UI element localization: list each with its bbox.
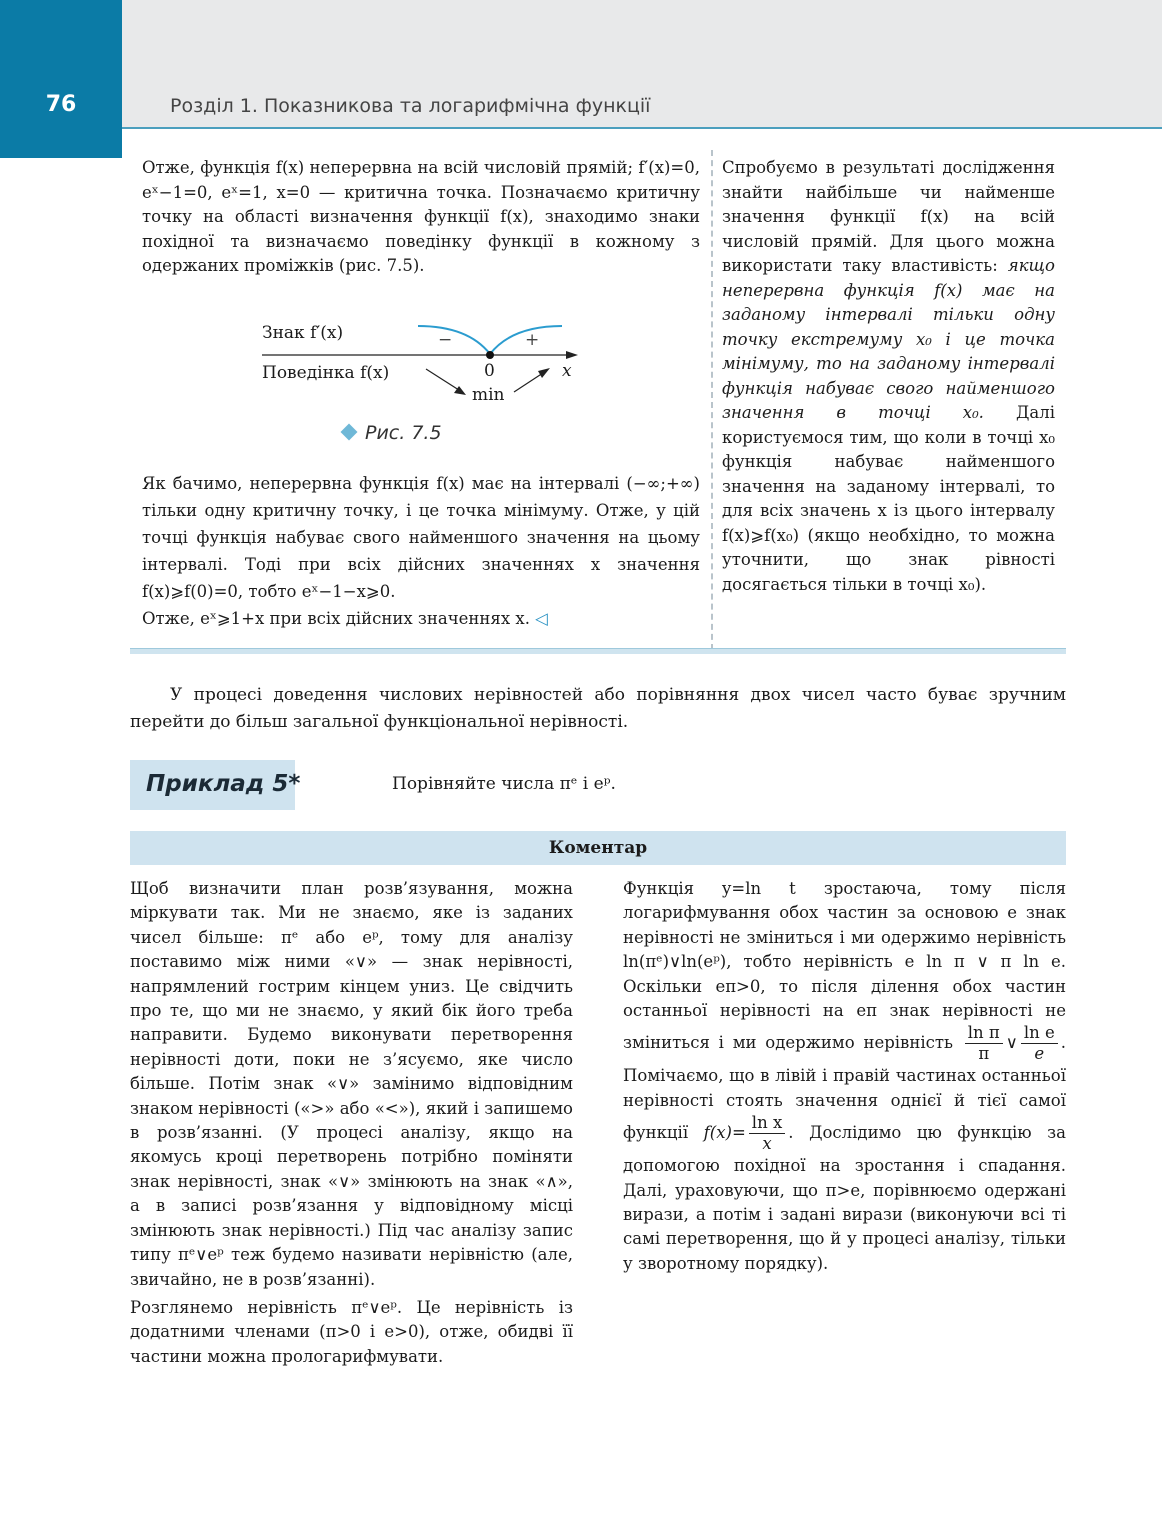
example-label: Приклад 5* [146, 771, 301, 797]
commentary-column-2 [623, 877, 1066, 1276]
commentary-paragraph-3: Функція y=ln t зростаюча, тому після логарифмування обох частин за основою e знак нерівності не зміниться і ми одержимо нерівність ln(πᵉ)∨ln(eᵖ), тобто нерівність e ln π ∨ π ln e. Оскільки eπ>0, то після ділення обох частин останньої нерівності на eπ знак нерівності не зміниться і ми одержимо нерівність $\frac{\text{ln π}}{\pi}$ ∨ $\frac{\text{ln e}}{e}$ . Помічаємо, що в лівій і правій частинах останньої нерівності стоять значення однієї й тієї самої функції f(x)= $\frac{\text{ln x}}{x}$ . Дослідимо цю функцію за допомогою похідної на зростання і спадання. Далі, ураховуючи, що π>e, порівнюємо одержані вирази, а потім і задані вирази (виконуючи всі ті самі перетворення, що й у процесі аналізу, тільки у зворотному порядку). [623, 879, 1066, 1273]
critical-point-dot [486, 351, 494, 359]
fraction-ln-e: $\frac{\text{ln e}}{e}$ [1021, 1023, 1058, 1064]
page-number: 76 [45, 92, 77, 117]
left-paragraph-2: Як бачимо, неперервна функція f(x) має на інтервалі (−∞;+∞) тільки одну критичну точку, і це точка мінімуму. Отже, у цій точці функція набуває свого найменшого значення на цьому інтервалі. Тоді при всіх дійсних значеннях x значення f(x)⩾f(0)=0, тобто eˣ−1−x⩾0. [142, 474, 700, 601]
left-paragraph-3: Отже, eˣ⩾1+x при всіх дійсних значеннях x. ◁ [142, 609, 548, 628]
section-rule [130, 648, 1066, 654]
diamond-icon [341, 424, 358, 441]
section-title: Розділ 1. Показникова та логарифмічна функції [170, 95, 651, 117]
commentary-column-1 [130, 877, 573, 1369]
fraction-ln-pi: $\frac{\text{ln π}}{\pi}$ [965, 1023, 1003, 1064]
commentary-paragraph-1: Щоб визначити план розв’язування, можна міркувати так. Ми не знаємо, яке із заданих чисел більше: πᵉ або eᵖ, тому для аналізу поставимо між ними «∨» — знак нерівності, напрямлений гострим кінцем униз. Це свідчить про те, що ми не знаємо, у який бік його треба направити. Будемо виконувати перетворення нерівності доти, поки не з’ясуємо, яке число більше. Потім знак «∨» замінимо відповідним знаком нерівності («>» або «<»), який і запишемо в розв’язанні. (У процесі аналізу, якщо на якомусь кроці перетворень потрібно поміняти знак нерівності, знак «∨» змінюють на знак «∧», а в записі розв’язання у відповідному місці змінюють знак нерівності.) Під час аналізу запис типу πᵉ∨eᵖ теж будемо називати нерівністю (але, звичайно, не в розв’язанні). [130, 879, 573, 1289]
decreasing-curve [418, 326, 490, 354]
intro-paragraph: У процесі доведення числових нерівностей або порівняння двох чисел часто буває зручним перейти до більш загальної функціональної нерівності. [130, 685, 1066, 732]
zero-label: 0 [484, 361, 495, 381]
left-text-block-2 [142, 470, 700, 632]
side-note-italic: якщо неперервна функція f(x) має на заданому інтервалі тільки одну точку екстремуму x₀ і це точка мінімуму, то на заданому інтервалі функція набуває свого найменшого значення в точці x₀. [722, 256, 1055, 422]
sign-label: Знак f′(x) [262, 323, 344, 343]
left-text-block [142, 156, 700, 279]
commentary-paragraph-2: Розглянемо нерівність πᵉ∨eᵖ. Це нерівність із додатними членами (π>0 і e>0), отже, обидві її частини можна прологарифмувати. [130, 1297, 573, 1366]
side-note [722, 156, 1055, 597]
example-task: Порівняйте числа πᵉ і eᵖ. [392, 774, 616, 794]
figure-caption [343, 422, 442, 444]
x-label: x [562, 361, 572, 381]
side-note-text: Спробуємо в результаті дослідження знайти найбільше чи найменше значення функції f(x) на всій числовій прямій. Для цього можна використати таку властивість: якщо неперервна функція f(x) має на заданому інтервалі тільки одну точку екстремуму x₀ і це точка мінімуму, то на заданому інтервалі функція набуває свого найменшого значення в точці x₀. Далі користуємося тим, що коли в точці x₀ функція набуває найменшого значення на заданому інтервалі, то для всіх значень x із цього інтервалу f(x)⩾f(x₀) (якщо необхідно, то можна уточнити, що знак рівності досягається тільки в точці x₀). [722, 158, 1055, 594]
page-number-tab [0, 0, 122, 158]
side-note-tail: Далі користуємося тим, що коли в точці x₀ функція набуває найменшого значення на заданому інтервалі, то для всіх значень x із цього інтервалу f(x)⩾f(x₀) (якщо необхідно, то можна уточнити, що знак рівності досягається тільки в точці x₀). [722, 403, 1055, 594]
figure-caption-text: Рис. 7.5 [365, 422, 442, 444]
minus-sign: − [438, 330, 453, 350]
left-paragraph-1: Отже, функція f(x) неперервна на всій числовій прямій; f′(x)=0, eˣ−1=0, eˣ=1, x=0 — критична точка. Позначаємо критичну точку на області визначення функції f(x), знаходимо знаки похідної та визначаємо поведінку функції в кожному з одержаних проміжків (рис. 7.5). [142, 158, 700, 275]
figure-7-5 [240, 318, 600, 438]
min-label: min [472, 385, 505, 405]
end-proof-icon: ◁ [535, 609, 548, 628]
down-arrow [426, 369, 462, 392]
commentary-header: Коментар [130, 831, 1066, 865]
plus-sign: + [525, 330, 540, 350]
axis-arrow [566, 351, 578, 359]
behavior-label: Поведінка f(x) [262, 363, 390, 383]
header-divider [122, 127, 1162, 129]
column-divider [711, 150, 713, 650]
fraction-ln-x: $\frac{\text{ln x}}{x}$ [749, 1113, 785, 1154]
